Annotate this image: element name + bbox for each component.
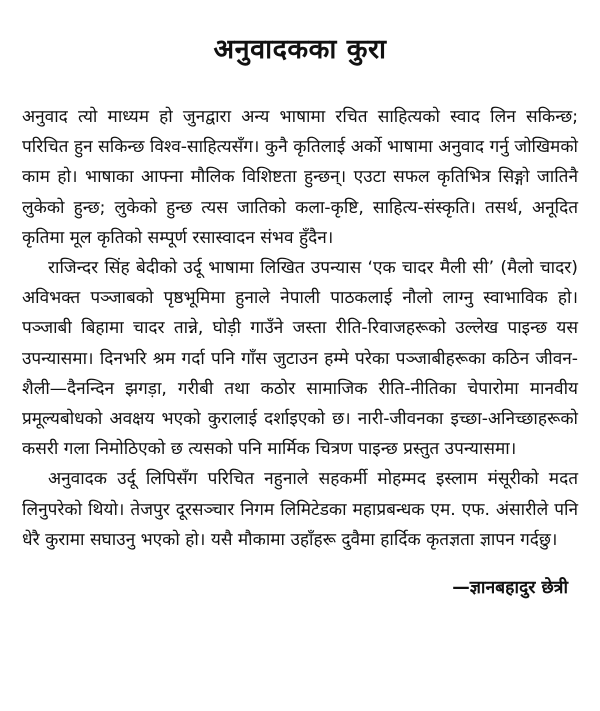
paragraph-novel: राजिन्दर सिंह बेदीको उर्दू भाषामा लिखित उपन्यास ‘एक चादर मैली सी’ (मैलो चादर) अविभक्त पञ्जाबको पृष्ठभूमिमा हुनाले नेपाली पाठकलाई नौलो लाग्नु स्वाभाविक हो। पञ्जाबी बिहामा चादर तान्ने, घोड़ी गाउँने जस्ता रीति-रिवाजहरूको उल्लेख पाइन्छ यस उपन्यासमा। दिनभरि श्रम गर्दा पनि गाँस जुटाउन हम्मे परेका पञ्जाबीहरूका कठिन जीवन-शैली—दैनन्दिन झगड़ा, गरीबी तथा कठोर सामाजिक रीति-नीतिका चेपारोमा मानवीय प्रमूल्यबोधको अवक्षय भएको कुरालाई दर्शाइएको छ। नारी-जीवनका इच्छा-अनिच्छाहरूको कसरी गला निमोठिएको छ त्यसको पनि मार्मिक चित्रण पाइन्छ प्रस्तुत उपन्यासमा। — [22, 258, 578, 460]
paragraph-intro: अनुवाद त्यो माध्यम हो जुनद्वारा अन्य भाषामा रचित साहित्यको स्वाद लिन सकिन्छ; परिचित हुन सकिन्छ विश्व-साहित्यसँग। कुनै कृतिलाई अर्को भाषामा अनुवाद गर्नु जोखिमको काम हो। भाषाका आफ्ना मौलिक विशिष्टता हुन्छन्। एउटा सफल कृतिभित्र सिङ्गो जातिनै लुकेको हुन्छ; लुकेको हुन्छ त्यस जातिको कला-कृष्टि, साहित्य-संस्कृति। तसर्थ, अनूदित कृतिमा मूल कृतिको सम्पूर्ण रसास्वादन संभव हुँदैन। — [22, 107, 578, 248]
paragraph-acknowledgement: अनुवादक उर्दू लिपिसँग परिचित नहुनाले सहकर्मी मोहम्मद इस्लाम मंसूरीको मदत लिनुपरेको थियो। तेजपुर दूरसञ्चार निगम लिमिटेडका महाप्रबन्धक एम. एफ. अंसारीले पनि धेरै कुरामा सघाउनु भएको हो। यसै मौकामा उहाँहरू दुवैमा हार्दिक कृतज्ञता ज्ञापन गर्दछु। — [22, 469, 578, 550]
author-signature: —ज्ञानबहादुर छेत्री — [452, 578, 568, 599]
page-title: अनुवादकका कुरा — [213, 34, 387, 65]
